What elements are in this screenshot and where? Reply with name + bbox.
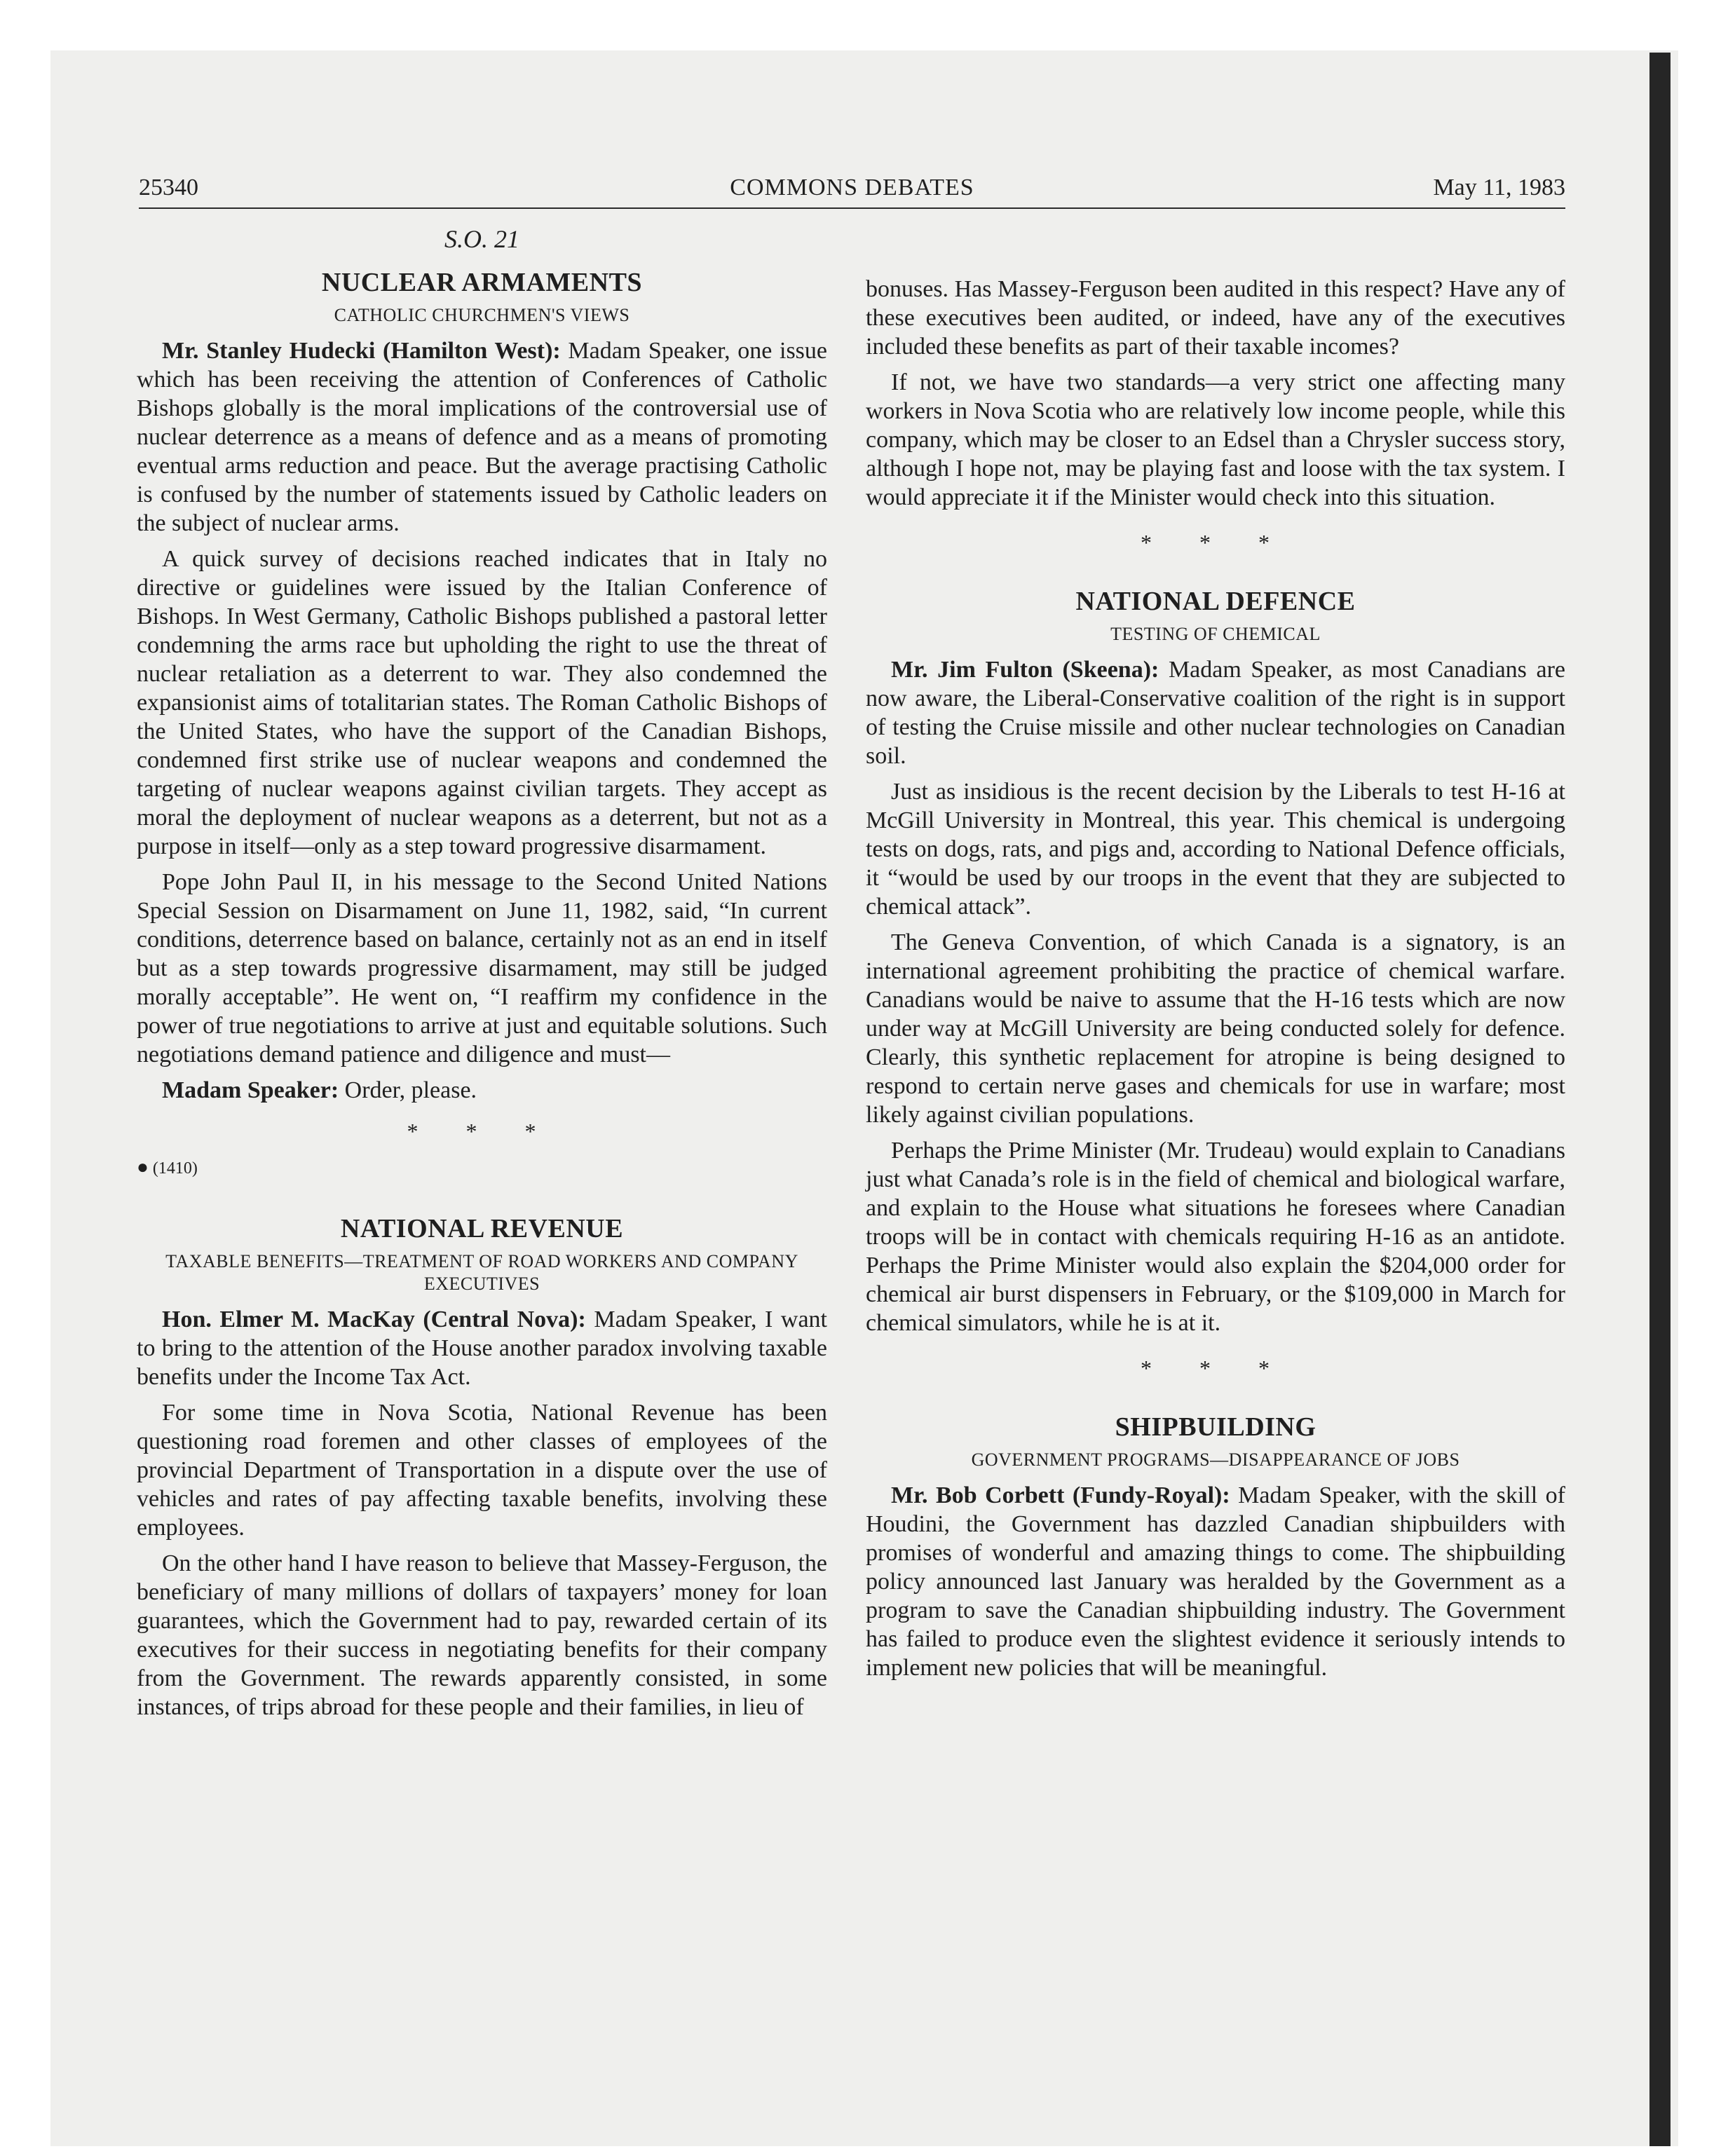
paragraph: Perhaps the Prime Minister (Mr. Trudeau) would explain to Canadians just what Canada’s role is in the field of chemical and biological warfare, and explain to the House what situations he foresees where Canadian troops will be in contact with chemicals requiring H-16 as an antidote. Perhaps the Prime Minister would also explain the $204,000 order for chemical air burst dispensers in February, or the $109,000 in March for chemical simulators, while he is at it. [866, 1138, 1565, 1336]
paragraph: For some time in Nova Scotia, National Revenue has been questioning road foremen and other classes of employees of the provincial Department of Transportation in a dispute over the use of vehicles and rates of pay affecting taxable benefits, involving these employees. [137, 1400, 827, 1541]
paragraph: bonuses. Has Massey-Ferguson been audited in this respect? Have any of these executives been audited, or indeed, have any of the executives included these benefits as part of their taxable incomes? [866, 276, 1565, 360]
paragraph-text: Madam Speaker, one issue which has been receiving the attention of Conferences of Catholic Bishops globally is the moral implications of the controversial use of nuclear deterrence as a means of defence and as a means of promoting eventual arms reduction and peace. But the average practising Catholic is confused by the number of statements issued by Catholic leaders on the subject of nuclear arms. [137, 338, 827, 536]
speaker-name: Madam Speaker: [162, 1077, 339, 1103]
paragraph: On the other hand I have reason to believe that Massey-Ferguson, the beneficiary of many millions of dollars of taxpayers’ money for loan guarantees, which the Government had to pay, rewarded certain of its executives for their success in negotiating benefits for their company from the Government. The rewards apparently consisted, in some instances, of trips abroad for these people and their families, in lieu of [137, 1550, 827, 1720]
paragraph [137, 336, 827, 538]
section-subheading: GOVERNMENT PROGRAMS—DISAPPEARANCE OF JOBS [971, 1449, 1460, 1470]
speaker-name: Mr. Bob Corbett (Fundy-Royal): [891, 1482, 1230, 1508]
section-subheading: CATHOLIC CHURCHMEN'S VIEWS [334, 305, 630, 325]
speaker-name: Mr. Jim Fulton (Skeena): [891, 657, 1159, 683]
left-column [137, 224, 827, 1728]
paragraph [137, 1076, 827, 1105]
paragraph: If not, we have two standards—a very strict one affecting many workers in Nova Scotia who are relatively low income people, while this company, which may be closer to an Edsel than a Chrysler success story, although I hope not, may be playing fast and loose with the tax system. I would appreciate it if the Minister would check into this situation. [866, 369, 1565, 510]
paragraph: Just as insidious is the recent decision by the Liberals to test H-16 at McGill University in Montreal, this year. This chemical is undergoing tests on dogs, rats, and pigs and, according to National Defence officials, it “would be used by our troops in the event that they are subjected to chemical attack”. [866, 779, 1565, 920]
paragraph-text: Order, please. [339, 1077, 477, 1103]
paragraph [137, 1305, 827, 1391]
section-separator: * * * [1141, 530, 1291, 555]
paragraph: The Geneva Convention, of which Canada is a signatory, is an international agreement prohibiting the practice of chemical warfare. Canadians would be naive to assume that the H-16 tests which are now under way at McGill University are being conducted solely for defence. Clearly, this synthetic replacement for atropine is being designed to respond to certain nerve gases and chemicals for use in warfare; most likely against civilian populations. [866, 929, 1565, 1128]
bullet-icon: ● [137, 1157, 149, 1178]
paragraph: A quick survey of decisions reached indicates that in Italy no directive or guidelines were issued by the Italian Conference of Bishops. In West Germany, Catholic Bishops published a pastoral letter condemning the arms race but upholding the right to use the threat of nuclear retaliation as a deterrent to war. They also condemned the expansionist aims of totalitarian states. The Roman Catholic Bishops of the United States, who have the support of the Canadian Bishops, condemned first strike use of nuclear weapons and condemned the targeting of nuclear weapons against civilian targets. They accept as moral the deployment of nuclear weapons as a deterrent, but not as a purpose in itself—only as a step toward progressive disarmament. [137, 546, 827, 859]
paragraph-text: Madam Speaker, as most Canadians are now aware, the Liberal-Conservative coalition of the right is in support of testing the Cruise missile and other nuclear technologies on Canadian soil. [866, 657, 1565, 769]
paragraph-text: Madam Speaker, I want to bring to the attention of the House another paradox involving taxable benefits under the Income Tax Act. [137, 1306, 827, 1390]
section-subheading: TESTING OF CHEMICAL [1110, 624, 1321, 644]
time-marker-text: (1410) [152, 1159, 198, 1178]
paragraph-text: Madam Speaker, with the skill of Houdini, the Government has dazzled Canadian shipbuilders with promises of wonderful and amazing things to come. The shipbuilding policy announced last January was heralded by the Government as a program to save the Canadian shipbuilding industry. The Government has failed to produce even the slightest evidence it seriously intends to implement new policies that will be meaningful. [866, 1482, 1565, 1681]
time-marker [137, 1157, 827, 1179]
paragraph: Pope John Paul II, in his message to the Second United Nations Special Session on Disarmament on June 11, 1982, said, “In current conditions, deterrence based on balance, certainly not as an end in itself but as a step towards progressive disarmament, may still be judged morally acceptable”. He went on, “I reaffirm my confidence in the power of true negotiations to arrive at just and equitable solutions. Such negotiations demand patience and diligence and must— [137, 869, 827, 1067]
section-heading-national-revenue: NATIONAL REVENUE [340, 1214, 624, 1243]
section-heading-nuclear-armaments: NUCLEAR ARMAMENTS [321, 268, 643, 297]
section-heading-national-defence: NATIONAL DEFENCE [1075, 587, 1356, 616]
page-date: May 11, 1983 [1433, 175, 1565, 200]
standing-order-label: S.O. 21 [444, 225, 519, 253]
paragraph [866, 1481, 1565, 1682]
section-separator: * * * [407, 1119, 557, 1144]
page-number: 25340 [139, 175, 198, 200]
section-separator: * * * [1141, 1356, 1291, 1381]
speaker-name: Hon. Elmer M. MacKay (Central Nova): [162, 1306, 586, 1332]
section-heading-shipbuilding: SHIPBUILDING [1115, 1412, 1316, 1442]
scan-edge-bar [1649, 53, 1671, 2146]
paragraph [866, 655, 1565, 770]
section-subheading: TAXABLE BENEFITS—TREATMENT OF ROAD WORKERS AND COMPANY EXECUTIVES [165, 1251, 798, 1294]
publication-title: COMMONS DEBATES [730, 175, 974, 200]
right-column [866, 275, 1565, 1689]
page-header [139, 171, 1565, 209]
speaker-name: Mr. Stanley Hudecki (Hamilton West): [162, 338, 561, 364]
